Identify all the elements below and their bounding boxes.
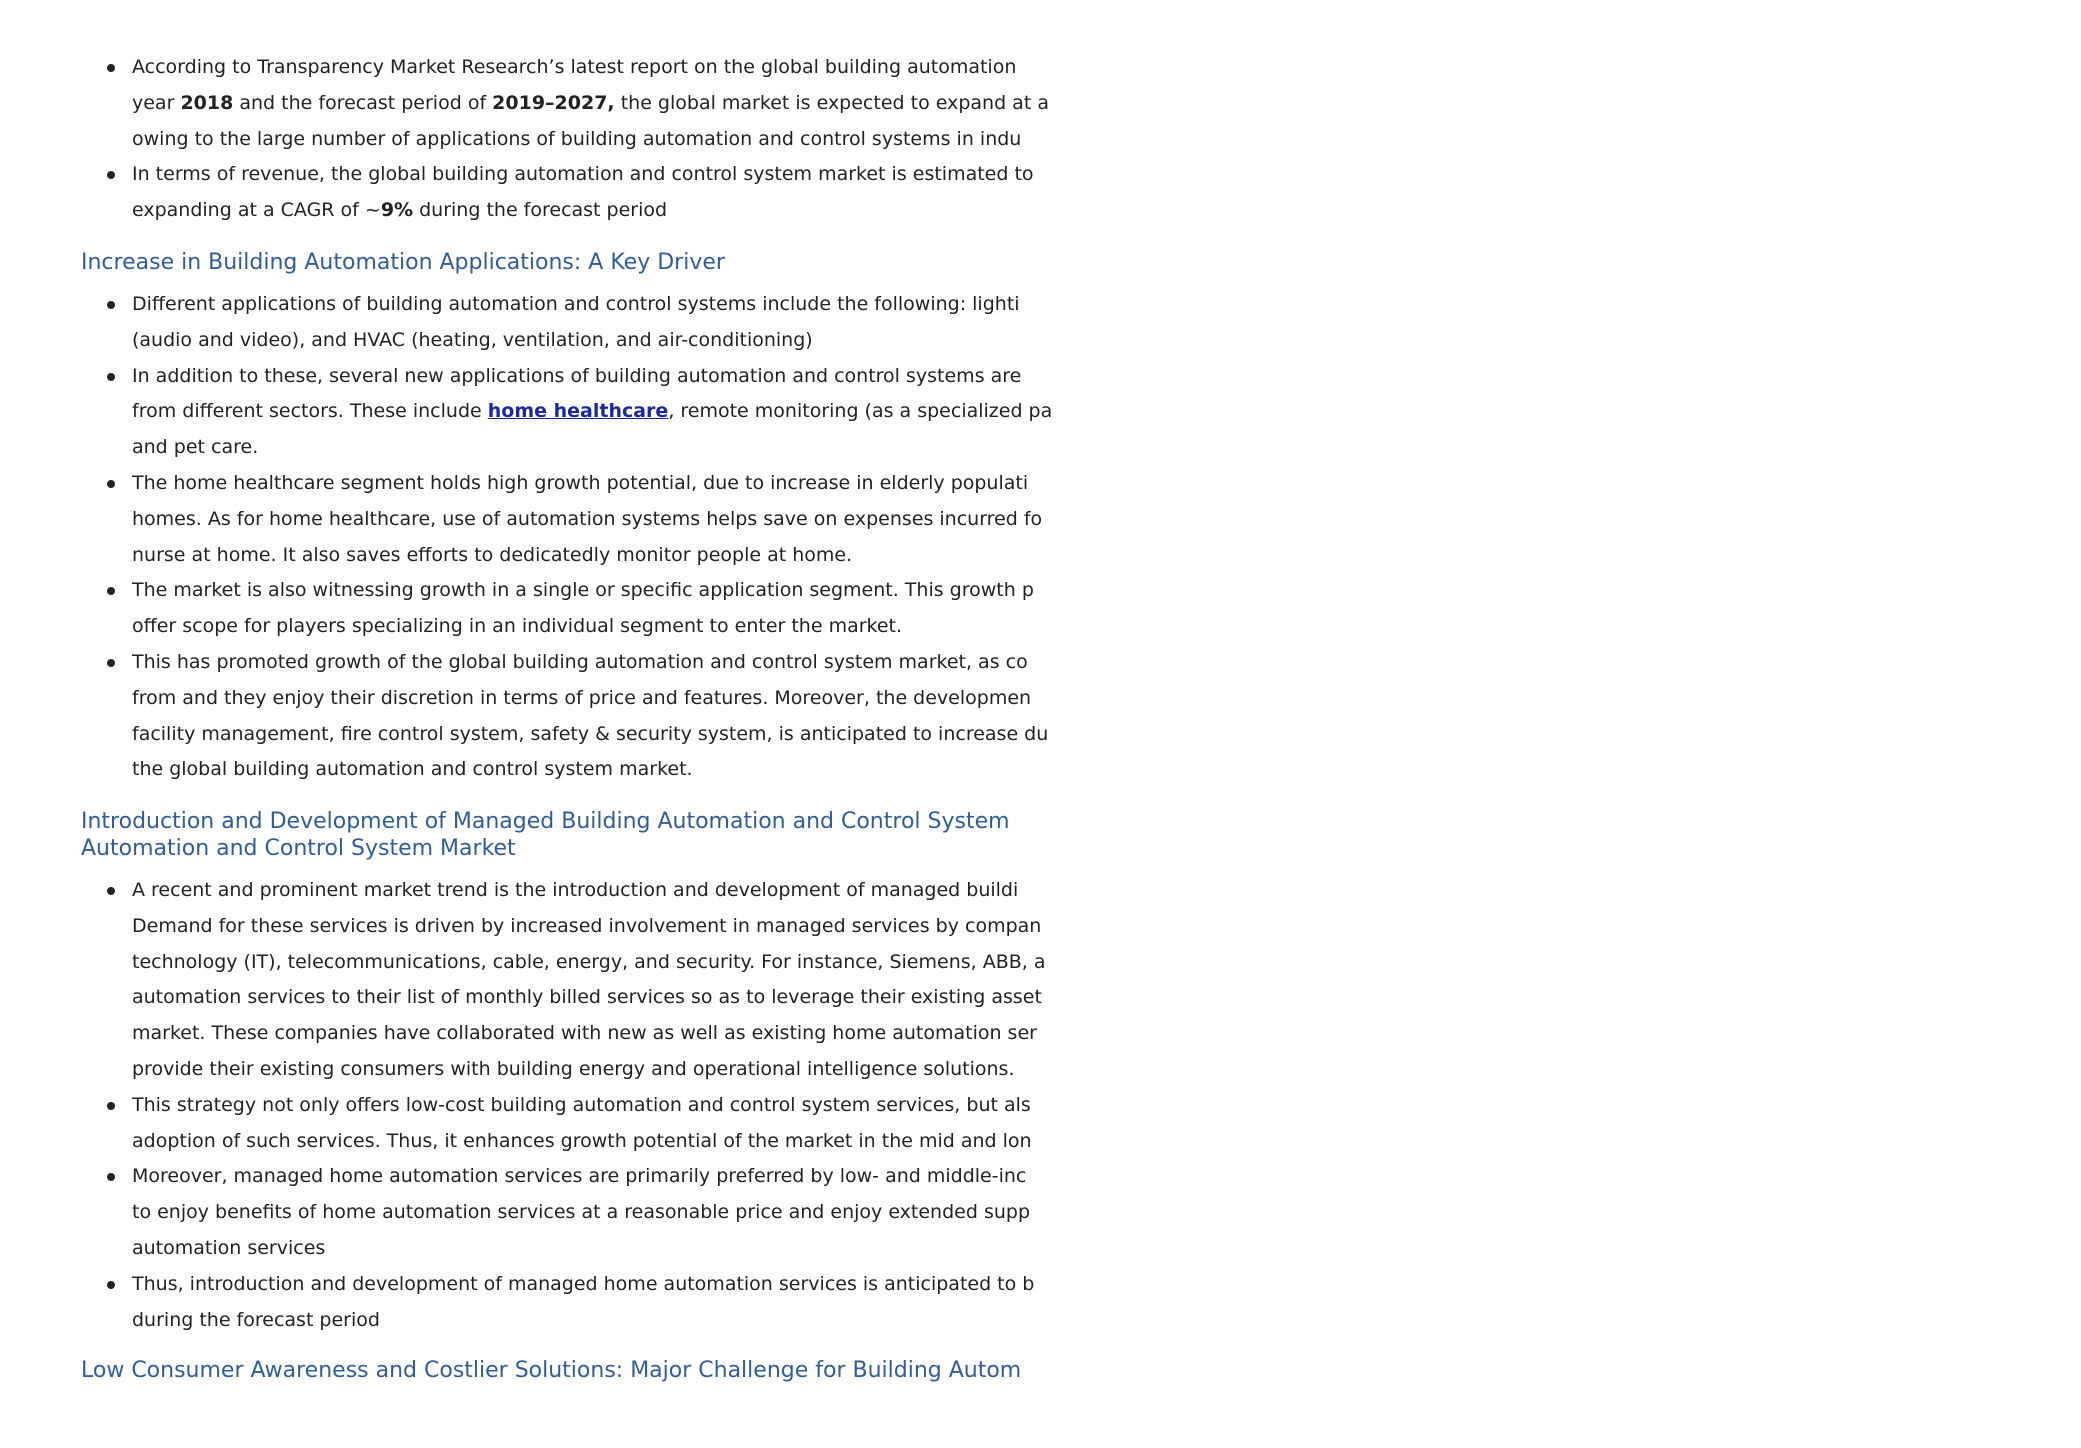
text-line: The home healthcare segment holds high growth potential, due to increase in elderly populati <box>132 471 1029 494</box>
intro-bullet-list <box>0 50 2000 229</box>
bullet-icon <box>107 887 115 895</box>
list-item <box>0 1088 2000 1160</box>
text-line: from and they enjoy their discretion in terms of price and features. Moreover, the developmen <box>132 686 1032 709</box>
list-item <box>0 873 2000 1088</box>
text-line: Different applications of building automation and control systems include the following: lighti <box>132 293 1020 315</box>
text-line: Demand for these services is driven by increased involvement in managed services by compan <box>132 914 1042 937</box>
bullet-icon <box>107 301 115 309</box>
text-span: from different sectors. These include <box>132 400 488 423</box>
text-line: to enjoy benefits of home automation services at a reasonable price and enjoy extended supp <box>132 1201 1031 1224</box>
text-line: In terms of revenue, the global building automation and control system market is estimated to <box>132 163 1034 186</box>
list-item <box>0 573 2000 645</box>
list-item <box>0 1159 2000 1266</box>
text-line: during the forecast period <box>132 1308 380 1331</box>
text-line: offer scope for players specializing in an individual segment to enter the market. <box>132 615 903 638</box>
text-line: A recent and prominent market trend is the introduction and development of managed buildi <box>132 879 1019 901</box>
forecast-period-value: 2019–2027, <box>492 91 615 114</box>
bullet-icon <box>107 64 115 72</box>
bullet-icon <box>107 373 115 381</box>
bullet-icon <box>107 480 115 488</box>
drivers-bullet-list <box>0 287 2000 788</box>
text-span: year <box>132 91 181 114</box>
text-line: automation services to their list of monthly billed services so as to leverage their existing asset <box>132 986 1042 1009</box>
text-line: nurse at home. It also saves efforts to dedicatedly monitor people at home. <box>132 543 853 566</box>
section-heading: Increase in Building Automation Applications: A Key Driver <box>81 250 725 275</box>
bullet-icon <box>107 1102 115 1110</box>
text-line: provide their existing consumers with building energy and operational intelligence solutions. <box>132 1057 1015 1080</box>
bullet-icon <box>107 659 115 667</box>
text-line: This has promoted growth of the global building automation and control system market, as co <box>132 650 1028 673</box>
text-line <box>132 394 2000 430</box>
year-value: 2018 <box>180 91 234 114</box>
list-item <box>0 287 2000 359</box>
text-line: The market is also witnessing growth in a single or specific application segment. This growth p <box>132 579 1034 602</box>
home-healthcare-link[interactable]: home healthcare <box>487 400 669 423</box>
list-item <box>0 157 2000 229</box>
text-line: According to Transparency Market Research’s latest report on the global building automation <box>132 56 1017 78</box>
heading-line: Introduction and Development of Managed Building Automation and Control System <box>81 809 1010 834</box>
bullet-icon <box>107 1281 115 1289</box>
text-line: adoption of such services. Thus, it enhances growth potential of the market in the mid and lon <box>132 1129 1032 1152</box>
text-line: This strategy not only offers low-cost building automation and control system services, but als <box>132 1093 1031 1116</box>
heading-line: Automation and Control System Market <box>81 836 516 861</box>
bullet-icon <box>107 587 115 595</box>
text-line: Thus, introduction and development of managed home automation services is anticipated to b <box>132 1272 1035 1295</box>
text-span: expanding at a CAGR of ~ <box>132 199 381 222</box>
text-span: the global market is expected to expand at a <box>614 91 1049 114</box>
list-item <box>0 359 2000 466</box>
text-line: Moreover, managed home automation services are primarily preferred by low- and middle-inc <box>132 1165 1027 1188</box>
list-item <box>0 466 2000 573</box>
section-heading <box>0 808 2081 862</box>
text-line <box>132 86 2000 122</box>
text-line <box>132 193 2000 229</box>
text-line: automation services <box>132 1236 326 1259</box>
text-span: during the forecast period <box>413 199 668 222</box>
text-line: owing to the large number of applications of building automation and control systems in indu <box>132 127 1022 150</box>
text-line: facility management, fire control system, safety & security system, is anticipated to increase du <box>132 722 1049 745</box>
text-span: , remote monitoring (as a specialized pa <box>668 400 1053 423</box>
text-line: homes. As for home healthcare, use of automation systems helps save on expenses incurred fo <box>132 507 1043 530</box>
text-line: technology (IT), telecommunications, cable, energy, and security. For instance, Siemens, ABB, a <box>132 950 1046 973</box>
cagr-value: 9% <box>380 199 414 222</box>
text-line: the global building automation and control system market. <box>132 758 693 781</box>
text-line: market. These companies have collaborated with new as well as existing home automation ser <box>132 1022 1037 1045</box>
managed-services-bullet-list <box>0 873 2000 1338</box>
text-line: and pet care. <box>132 436 259 459</box>
list-item <box>0 1267 2000 1339</box>
text-line: In addition to these, several new applications of building automation and control systems are <box>132 364 1022 387</box>
text-span: and the forecast period of <box>233 91 493 114</box>
text-line: (audio and video), and HVAC (heating, ventilation, and air-conditioning) <box>132 328 813 351</box>
list-item <box>0 50 2000 157</box>
bullet-icon <box>107 171 115 179</box>
bullet-icon <box>107 1173 115 1181</box>
section-heading: Low Consumer Awareness and Costlier Solutions: Major Challenge for Building Autom <box>81 1358 1022 1383</box>
list-item <box>0 645 2000 788</box>
